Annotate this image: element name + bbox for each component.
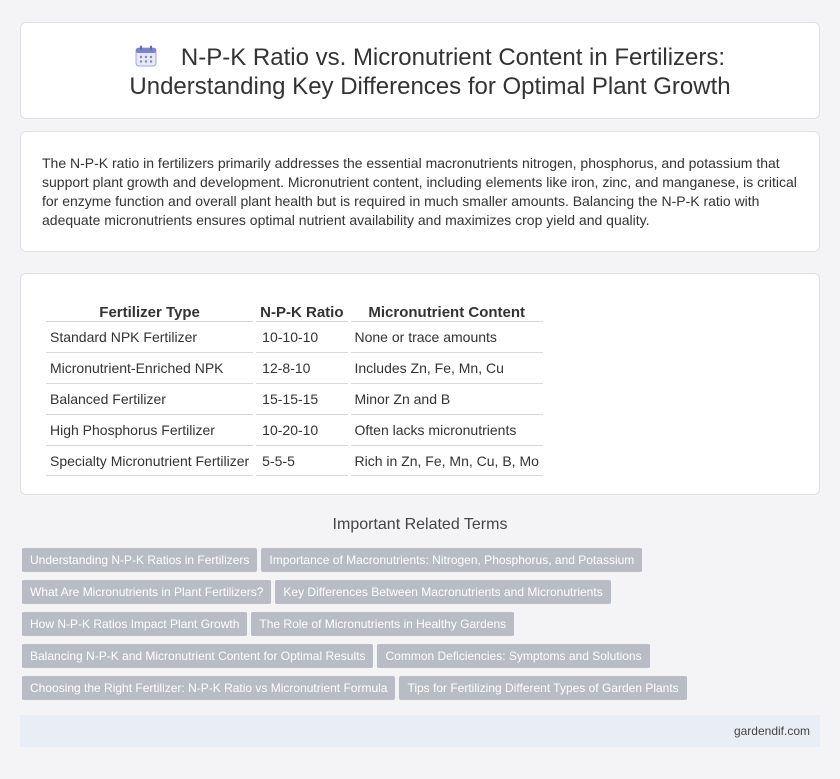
related-term-tag[interactable]: Key Differences Between Macronutrients and Micronutrients [275, 580, 610, 604]
table-row [46, 383, 543, 414]
related-term-tag[interactable]: Choosing the Right Fertilizer: N-P-K Ratio vs Micronutrient Formula [22, 676, 395, 700]
cell-npk-ratio: 5-5-5 [256, 445, 347, 476]
header-card [20, 22, 820, 119]
table-row [46, 414, 543, 445]
intro-card [20, 131, 820, 252]
header-fertilizer-type: Fertilizer Type [99, 304, 200, 321]
page-title [61, 43, 799, 101]
table-header-row [46, 295, 543, 321]
cell-micronutrient-content: None or trace amounts [351, 321, 543, 352]
cell-micronutrient-content: Rich in Zn, Fe, Mn, Cu, B, Mo [351, 445, 543, 476]
header-micronutrient-content: Micronutrient Content [368, 304, 526, 321]
cell-npk-ratio: 12-8-10 [256, 352, 347, 383]
cell-fertilizer-type: Standard NPK Fertilizer [46, 321, 253, 352]
related-term-tag[interactable]: Common Deficiencies: Symptoms and Solutions [377, 644, 649, 668]
calendar-icon [135, 45, 157, 67]
related-terms-list [22, 548, 822, 708]
cell-npk-ratio: 10-20-10 [256, 414, 347, 445]
footer [20, 715, 820, 747]
cell-micronutrient-content: Includes Zn, Fe, Mn, Cu [351, 352, 543, 383]
table-row [46, 445, 543, 476]
cell-fertilizer-type: High Phosphorus Fertilizer [46, 414, 253, 445]
cell-micronutrient-content: Minor Zn and B [351, 383, 543, 414]
related-term-tag[interactable]: The Role of Micronutrients in Healthy Gardens [251, 612, 514, 636]
related-terms-title: Important Related Terms [332, 516, 508, 533]
table-row [46, 352, 543, 383]
cell-npk-ratio: 15-15-15 [256, 383, 347, 414]
related-term-tag[interactable]: Balancing N-P-K and Micronutrient Content for Optimal Results [22, 644, 373, 668]
related-term-tag[interactable]: Importance of Macronutrients: Nitrogen, Phosphorus, and Potassium [261, 548, 642, 572]
cell-fertilizer-type: Micronutrient-Enriched NPK [46, 352, 253, 383]
table-card [20, 273, 820, 495]
header-npk-ratio: N-P-K Ratio [260, 304, 344, 321]
table-row [46, 321, 543, 352]
footer-site-link[interactable]: gardendif.com [733, 724, 810, 738]
cell-npk-ratio: 10-10-10 [256, 321, 347, 352]
cell-fertilizer-type: Balanced Fertilizer [46, 383, 253, 414]
related-term-tag[interactable]: What Are Micronutrients in Plant Fertilizers? [22, 580, 271, 604]
cell-fertilizer-type: Specialty Micronutrient Fertilizer [46, 445, 253, 476]
intro-paragraph: The N-P-K ratio in fertilizers primarily addresses the essential macronutrients nitrogen, phosphorus, and potassium that support plant growth and development. Micronutrient content, including elements like iron, zinc, and manganese, is critical for enzyme function and overall plant health but is required in much smaller amounts. Balancing the N-P-K ratio with adequate micronutrients ensures optimal nutrient availability and maximizes crop yield and quality. [42, 155, 797, 228]
related-term-tag[interactable]: How N-P-K Ratios Impact Plant Growth [22, 612, 247, 636]
comparison-table [43, 295, 546, 476]
page-title-text: N-P-K Ratio vs. Micronutrient Content in Fertilizers: Understanding Key Differences for Optimal Plant Growth [129, 44, 731, 100]
related-term-tag[interactable]: Understanding N-P-K Ratios in Fertilizers [22, 548, 257, 572]
related-term-tag[interactable]: Tips for Fertilizing Different Types of Garden Plants [399, 676, 686, 700]
cell-micronutrient-content: Often lacks micronutrients [351, 414, 543, 445]
